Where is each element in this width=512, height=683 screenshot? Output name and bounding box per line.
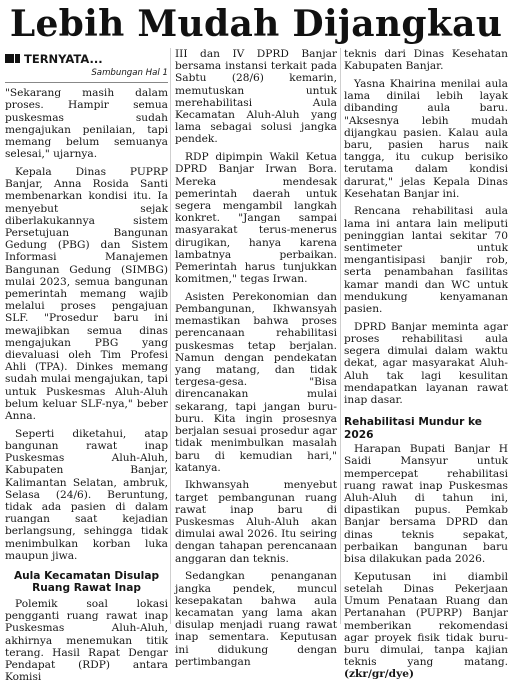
paragraph: teknis dari Dinas Kesehatan Kabupaten Banjar.	[344, 48, 508, 73]
column-divider	[340, 48, 341, 624]
paragraph: Asisten Perekonomian dan Pembangunan, Ikhwansyah memastikan bahwa proses perencanaan rehabilitasi puskesmas tetap berjalan. Namun dengan pendekatan yang matang, dan tidak tergesa-gesa. "Bisa direncanakan mulai sekarang, tapi jangan buru-buru. Kita ingin prosesnya berjalan sesuai prosedur agar tidak menimbulkan masalah baru di kemudian hari," katanya.	[175, 290, 337, 474]
paragraph: DPRD Banjar meminta agar proses rehabilitasi aula segera dimulai dalam waktu dekat, agar masyarakat Aluh-Aluh tak lagi kesulitan mendapatkan layanan rawat inap dasar.	[344, 320, 508, 406]
paragraph: "Sekarang masih dalam proses. Hampir semua puskesmas sudah mengajukan penilaian, tapi memang belum semuanya selesai," ujarnya.	[5, 87, 168, 161]
paragraph: Harapan Bupati Banjar H Saidi Mansyur untuk mempercepat rehabilitasi ruang rawat inap Puskesmas Aluh-Aluh di tahun ini, dipastikan pupus. Pemkab Banjar bersama DPRD dan dinas teknis sepakat, perbaikan bangunan baru bisa dilakukan pada 2026.	[344, 443, 508, 566]
article-column-3	[344, 48, 508, 681]
paragraph: Seperti diketahui, atap bangunan rawat inap Puskesmas Aluh-Aluh, Kabupaten Banjar, Kalimantan Selatan, ambruk, Selasa (24/6). Beruntung, tidak ada pasien di dalam ruangan saat kejadian berlangsung, sehingga tidak menimbulkan korban luka maupun jiwa.	[5, 427, 168, 562]
byline: (zkr/gr/dye)	[344, 668, 414, 681]
paragraph: Ikhwansyah menyebut target pembangunan ruang rawat inap baru di Puskesmas Aluh-Aluh akan dimulai awal 2026. Itu seiring dengan tahapan perencanaan anggaran dan teknis.	[175, 479, 337, 565]
paragraph-text: Keputusan ini diambil setelah Dinas Pekerjaan Umum Penataan Ruang dan Pertanahan (PUPRP) Banjar memberikan rekomendasi agar proyek fisik tidak buru-buru dimulai, tanpa kajian teknis yang matang.	[344, 570, 508, 669]
kicker-square-icon	[5, 54, 14, 63]
headline: Lebih Mudah Dijangkau	[9, 3, 503, 45]
column-divider	[170, 48, 171, 624]
paragraph: Yasna Khairina menilai aula lama dinilai lebih layak dibanding aula baru. "Aksesnya lebih mudah dijangkau pasien. Kalau aula baru, pasien harus naik tangga, itu cukup berisiko terutama dalam kondisi darurat," jelas Kepala Dinas Kesehatan Banjar ini.	[344, 77, 508, 200]
subheading: Rehabilitasi Mundur ke 2026	[344, 416, 482, 441]
kicker-label: TERNYATA...	[24, 52, 103, 66]
kicker	[5, 52, 168, 66]
subheading: Aula Kecamatan Disulap Ruang Rawat Inap	[13, 569, 160, 595]
article-column-2	[175, 48, 337, 668]
paragraph: Kepala Dinas PUPRP Banjar, Anna Rosida Santi membenarkan kondisi itu. Ia menyebut sejak diberlakukannya sistem Persetujuan Bangunan Gedung (PBG) dan Sistem Informasi Manajemen Bangunan Gedung (SIMBG) mulai 2023, semua bangunan pemerintah memang wajib melalui proses pengajuan SLF. "Prosedur baru ini mewajibkan semua dinas mengajukan PBG yang dievaluasi oleh Tim Profesi Ahli (TPA). Dinkes memang sudah mulai mengajukan, tapi untuk Puskesmas Aluh-Aluh belum keluar SLF-nya," beber Anna.	[5, 165, 168, 422]
jump-note: Sambungan Hal 1	[5, 67, 168, 83]
paragraph: Polemik soal lokasi pengganti ruang rawat inap Puskesmas Aluh-Aluh, akhirnya menemukan titik terang. Hasil Rapat Dengar Pendapat (RDP) antara Komisi	[5, 597, 168, 683]
paragraph: RDP dipimpin Wakil Ketua DPRD Banjar Irwan Bora. Mereka mendesak pemerintah daerah untuk segera mengambil langkah konkret. "Jangan sampai masyarakat terus-menerus dirugikan, hanya karena lambatnya perbaikan. Pemerintah harus tunjukkan komitmen," tegas Irwan.	[175, 151, 337, 286]
article-column-1	[5, 48, 168, 683]
paragraph: Rencana rehabilitasi aula lama ini antara lain meliputi peninggian lantai sekitar 70 sentimeter untuk mengantisipasi banjir rob, serta penambahan fasilitas kamar mandi dan WC untuk mendukung kenyamanan pasien.	[344, 205, 508, 316]
paragraph: Sedangkan penanganan jangka pendek, muncul kesepakatan bahwa aula kecamatan yang lama akan disulap menjadi ruang rawat inap sementara. Keputusan ini didukung dengan pertimbangan	[175, 570, 337, 668]
paragraph: III dan IV DPRD Banjar bersama instansi terkait pada Sabtu (28/6) kemarin, memutuskan untuk merehabilitasi Aula Kecamatan Aluh-Aluh yang lama sebagai solusi jangka pendek.	[175, 48, 337, 146]
paragraph	[344, 571, 508, 681]
kicker-square-icon	[15, 54, 20, 63]
